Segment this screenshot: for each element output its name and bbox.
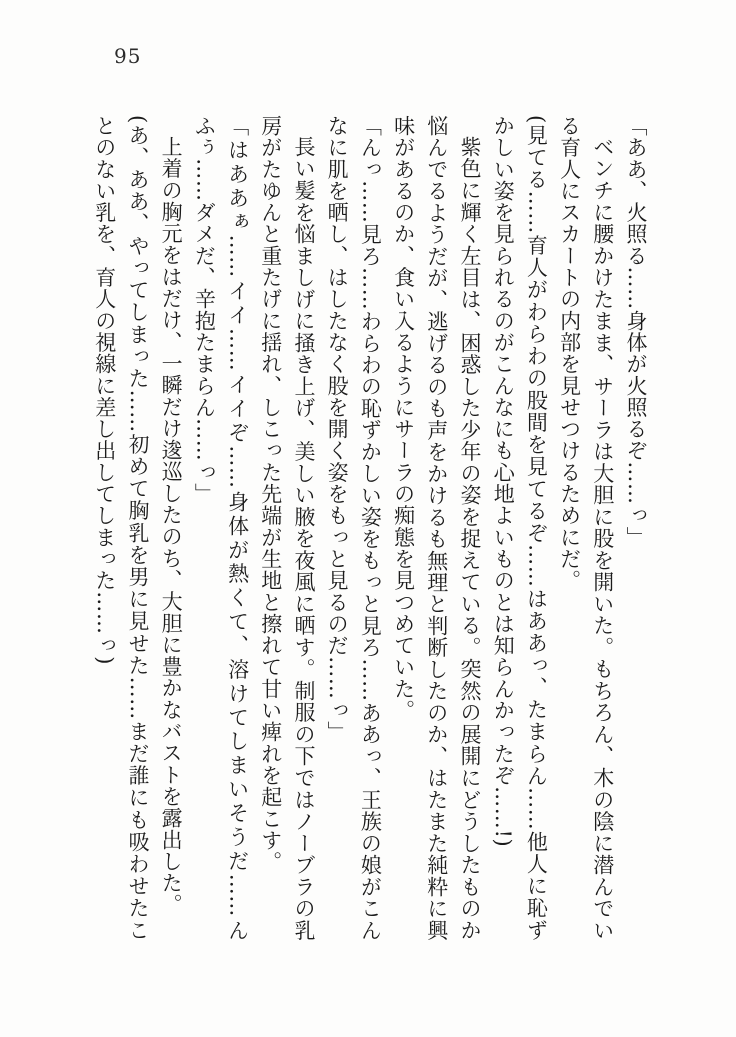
paragraph-narration: ベンチに腰かけたまま、サーラは大胆に股を開いた。もちろん、木の陰に潜んでいる育人にスカートの内部を見せつけるためにだ。	[557, 115, 615, 941]
paragraph-narration: 紫色に輝く左目は、困惑した少年の姿を捉えている。突然の展開にどうしたものか悩んでるようだが、逃げるのも声をかけるも無理と判断したのか、はたまた純粋に興味があるのか、食い入るようにサーラの痴態を見つめていた。	[391, 115, 482, 941]
paragraph-dialogue: 「んっ……見ろ……わらわの恥ずかしい姿をもっと見ろ……ああっ、王族の娘がこんなに肌を晒し、はしたなく股を開く姿をもっと見るのだ……っ」	[325, 115, 383, 941]
paragraph-thought: (あ、ああ、やってしまった……初めて胸乳を男に見せた……まだ誰にも吸わせたことのない乳を、育人の視線に差し出してしまった……っ)	[92, 115, 150, 941]
paragraph-narration: 上着の胸元をはだけ、一瞬だけ逡巡したのち、大胆に豊かなバストを露出した。	[159, 136, 184, 916]
paragraph-narration: 長い髪を悩ましげに掻き上げ、美しい腋を夜風に晒す。制服の下ではノーブラの乳房がたゆんと重たげに揺れ、しこった先端が生地と擦れて甘い痺れを起こす。	[258, 115, 316, 941]
paragraph-dialogue: 「ああ、火照る……身体が火照るぞ……っ」	[624, 115, 648, 548]
paragraph-dialogue: 「はああぁ……イイ……イイぞ……身体が熱くて、溶けてしまいそうだ……んふぅ……ダメだ、辛抱たまらん……っ」	[192, 115, 250, 941]
page-number: 95	[114, 44, 142, 68]
vertical-text-block	[88, 115, 652, 941]
paragraph-thought: (見てる……育人がわらわの股間を見てるぞ……はああっ、たまらん……他人に恥ずかしい姿を見られるのがこんなにも心地よいものとは知らんかったぞ……!)	[491, 115, 549, 941]
